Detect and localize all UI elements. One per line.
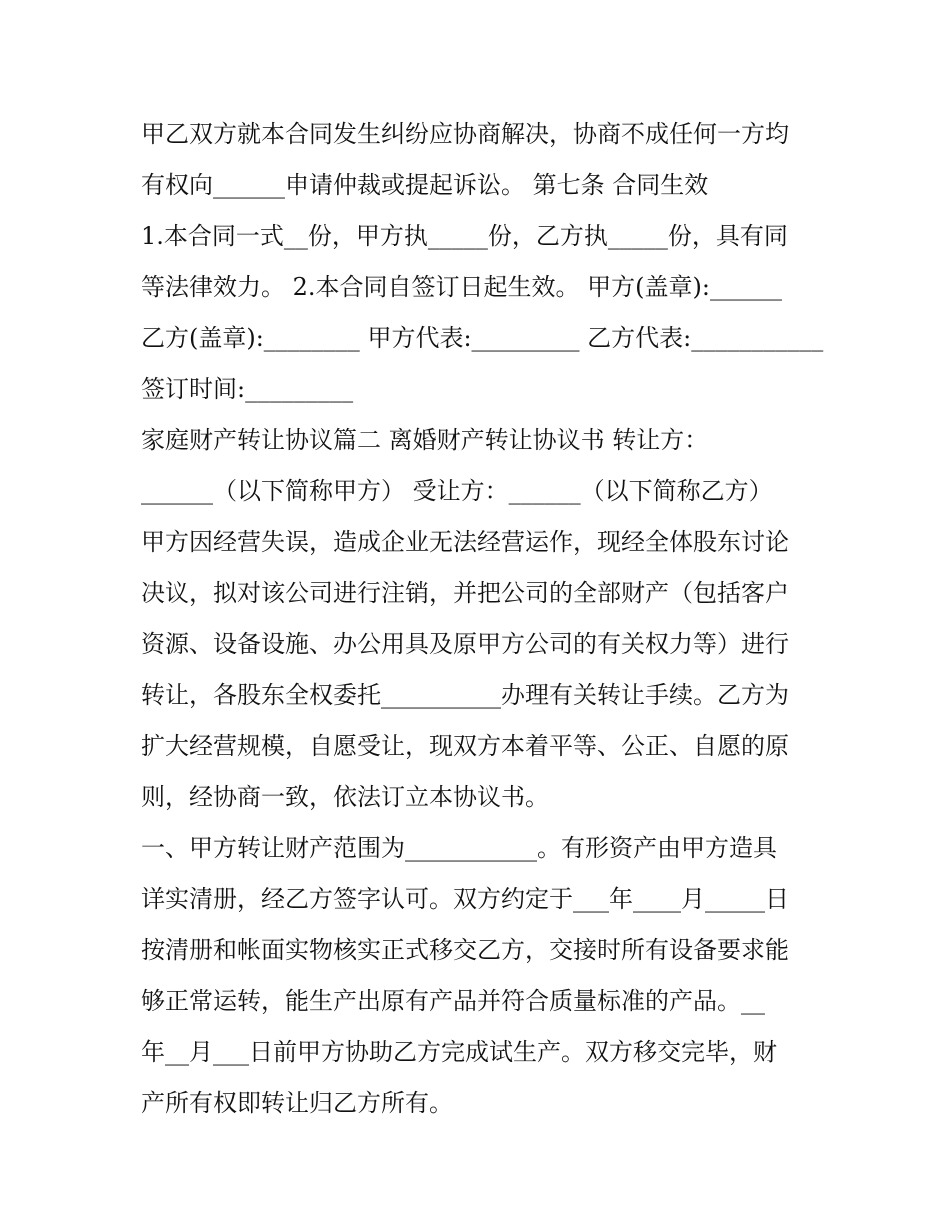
text-line: 转让，各股东全权委托__________办理有关转让手续。乙方为 bbox=[141, 681, 789, 709]
text-line: 扩大经营规模，自愿受让，现双方本着平等、公正、自愿的原 bbox=[141, 732, 789, 760]
text-line: 有权向______申请仲裁或提起诉讼。 第七条 合同生效 bbox=[141, 171, 709, 199]
document-body bbox=[141, 109, 824, 1129]
text-line: 详实清册，经乙方签字认可。双方约定于___年____月_____日 bbox=[141, 885, 789, 913]
section-heading-line: 家庭财产转让协议篇二 离婚财产转让协议书 转让方： bbox=[141, 426, 709, 454]
text-line: 按清册和帐面实物核实正式移交乙方，交接时所有设备要求能 bbox=[141, 936, 789, 964]
text-line: 一、甲方转让财产范围为___________。有形资产由甲方造具 bbox=[141, 834, 777, 862]
text-line: 产所有权即转让归乙方所有。 bbox=[141, 1089, 453, 1117]
text-line: 乙方(盖章):________ 甲方代表:_________ 乙方代表:___________ bbox=[141, 324, 824, 352]
text-line: ______（以下简称甲方） 受让方：______（以下简称乙方） bbox=[141, 477, 773, 505]
text-line: 够正常运转，能生产出原有产品并符合质量标准的产品。__ bbox=[141, 987, 765, 1015]
text-line: 资源、设备设施、办公用具及原甲方公司的有关权力等）进行 bbox=[141, 630, 789, 658]
text-line: 1.本合同一式__份，甲方执_____份，乙方执_____份，具有同 bbox=[141, 222, 788, 250]
text-line: 等法律效力。 2.本合同自签订日起生效。 甲方(盖章):______ bbox=[141, 273, 782, 301]
text-line: 甲方因经营失误，造成企业无法经营运作，现经全体股东讨论 bbox=[141, 528, 789, 556]
text-line: 决议，拟对该公司进行注销，并把公司的全部财产（包括客户 bbox=[141, 579, 789, 607]
text-line: 年__月___日前甲方协助乙方完成试生产。双方移交完毕，财 bbox=[141, 1038, 777, 1066]
text-line: 甲乙双方就本合同发生纠纷应协商解决，协商不成任何一方均 bbox=[141, 120, 789, 148]
text-line: 则，经协商一致，依法订立本协议书。 bbox=[141, 783, 549, 811]
text-line: 签订时间:_________ bbox=[141, 375, 354, 403]
